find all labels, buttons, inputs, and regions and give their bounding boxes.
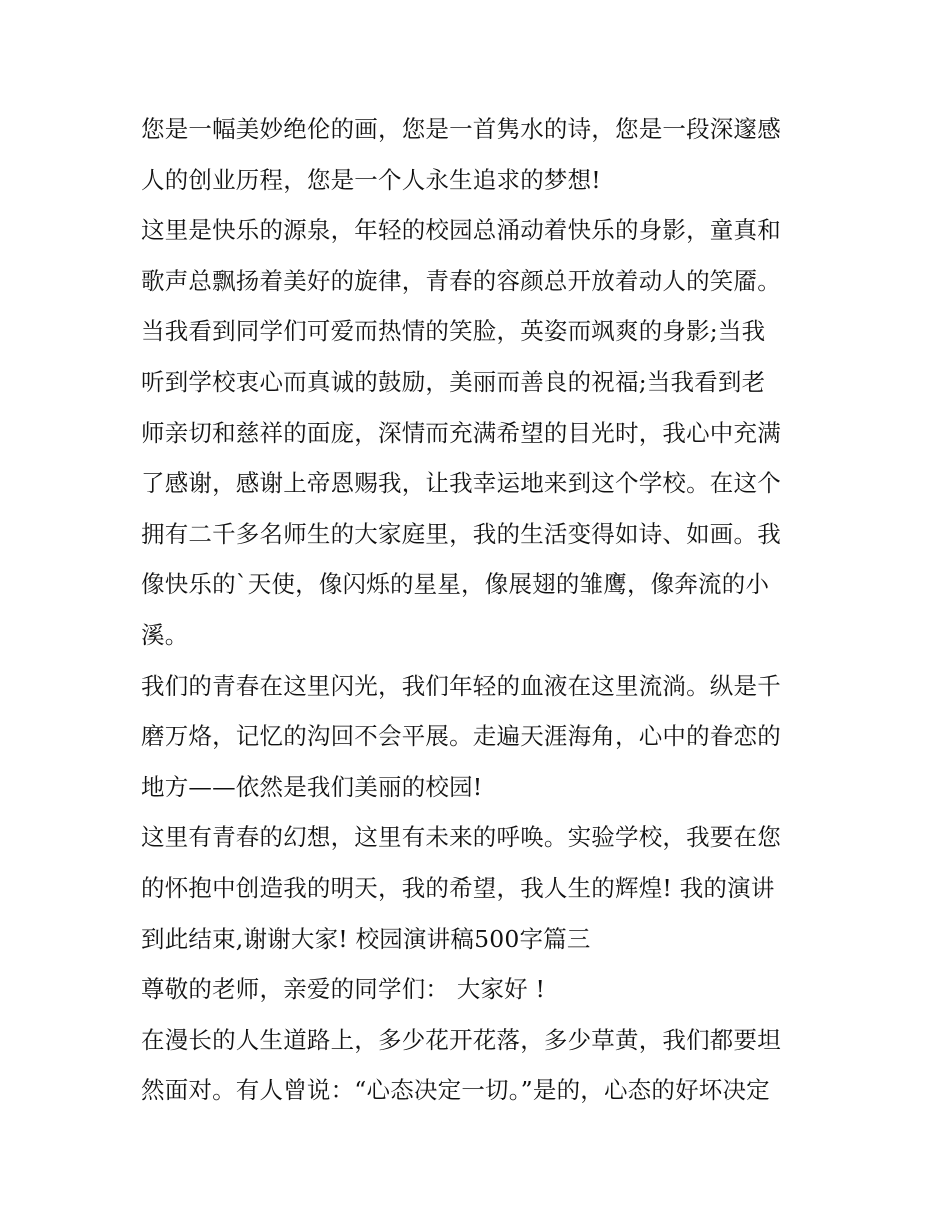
text-line: 这里是快乐的源泉，年轻的校园总涌动着快乐的身影，童真和 <box>141 216 781 245</box>
text-line: 在漫长的人生道路上，多少花开花落，多少草黄，我们都要坦 <box>141 1025 781 1054</box>
text-line: 然面对。有人曾说：“心态决定一切。”是的，心态的好坏决定 <box>141 1076 770 1105</box>
text-line: 了感谢，感谢上帝恩赐我，让我幸运地来到这个学校。在这个 <box>141 469 781 498</box>
text-line: 当我看到同学们可爱而热情的笑脸，英姿而飒爽的身影;当我 <box>141 317 766 346</box>
text-line: 我们的青春在这里闪光，我们年轻的血液在这里流淌。纵是千 <box>141 671 781 700</box>
text-line: 地方——依然是我们美丽的校园! <box>141 772 483 801</box>
text-line: 像快乐的`天使，像闪烁的星星，像展翅的雏鹰，像奔流的小 <box>141 570 770 599</box>
text-line: 拥有二千多名师生的大家庭里，我的生活变得如诗、如画。我 <box>141 519 781 548</box>
text-line: 尊敬的老师，亲爱的同学们： 大家好 ! <box>141 975 546 1004</box>
text-line: 歌声总飘扬着美好的旋律，青春的容颜总开放着动人的笑靥。 <box>141 266 781 295</box>
text-line: 磨万烙，记忆的沟回不会平展。走遍天涯海角，心中的眷恋的 <box>141 722 781 751</box>
text-line: 到此结束,谢谢大家! 校园演讲稿500字篇三 <box>141 924 591 953</box>
text-line: 师亲切和慈祥的面庞，深情而充满希望的目光时，我心中充满 <box>141 418 781 447</box>
text-line: 人的创业历程，您是一个人永生追求的梦想! <box>141 165 601 194</box>
text-line: 这里有青春的幻想，这里有未来的呼唤。实验学校，我要在您 <box>141 823 781 852</box>
text-line: 听到学校衷心而真诚的鼓励，美丽而善良的祝福;当我看到老 <box>141 367 766 396</box>
text-line: 的怀抱中创造我的明天，我的希望，我人生的辉煌! 我的演讲 <box>141 873 775 902</box>
document-body <box>141 104 821 1116</box>
text-line: 溪。 <box>141 620 189 649</box>
text-line: 您是一幅美妙绝伦的画，您是一首隽水的诗，您是一段深邃感 <box>141 115 781 143</box>
